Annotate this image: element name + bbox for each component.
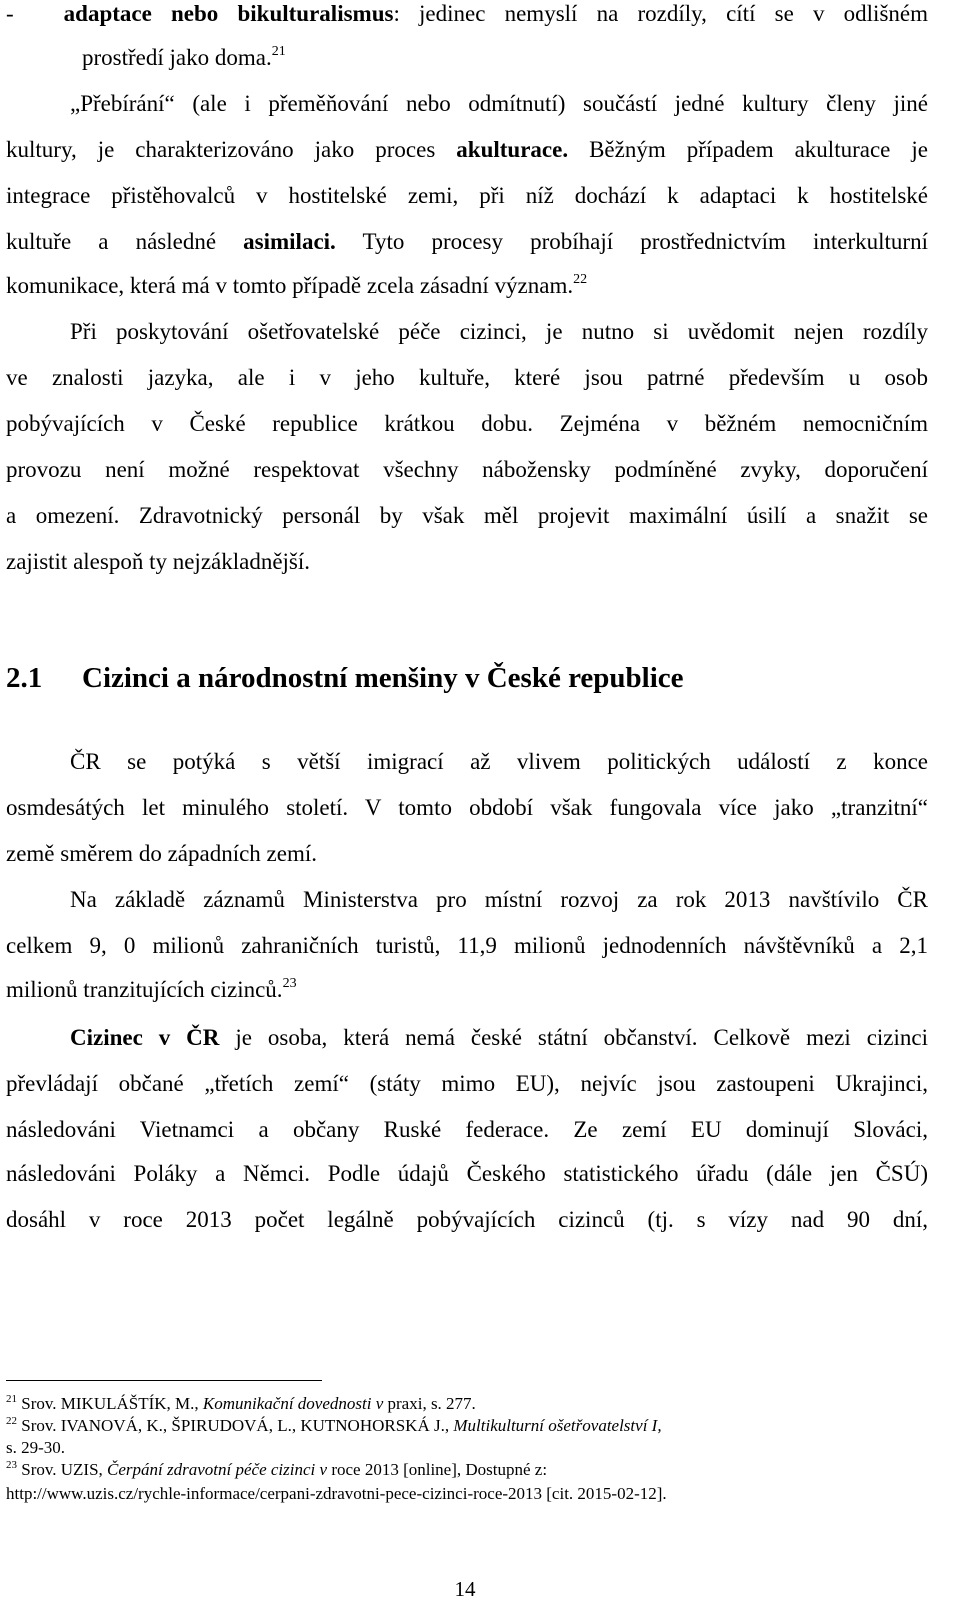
section-number: 2.1 [6,662,43,694]
footnote-ref-21: 21 [271,44,286,59]
page-number: 14 [454,1577,476,1601]
paragraph-line: následováni Poláky a Němci. Podle údajů Českého statistického úřadu (dále jen ČSÚ) [6,1161,928,1186]
paragraph-line: celkem 9, 0 milionů zahraničních turistů, 11,9 milionů jednodenních návštěvníků a 2,1 [6,933,928,958]
paragraph-line: milionů tranzitujících cizinců.$^{23}$ [6,976,297,1002]
paragraph-line: ČR se potýká s větší imigrací až vlivem politických událostí z konce [70,749,928,774]
paragraph-line: dosáhl v roce 2013 počet legálně pobývajících cizinců (tj. s vízy nad 90 dní, [6,1207,928,1232]
footnote-23: $^{23}$ Srov. UZIS, Čerpání zdravotní péče cizinci v roce 2013 [online], Dostupné z: [6,1459,548,1479]
paragraph-line: Na základě záznamů Ministerstva pro místní rozvoj za rok 2013 navštívilo ČR [70,887,928,912]
term-acculturation: akulturace. [456,137,569,162]
paragraph-line: „Přebírání“ (ale i přeměňování nebo odmítnutí) součástí jedné kultury členy jiné [70,91,928,116]
paragraph-line: Při poskytování ošetřovatelské péče cizinci, je nutno si uvědomit nejen rozdíly [70,319,928,344]
list-item-adaptation: - adaptace nebo bikulturalismus: jedinec nemyslí na rozdíly, cítí se v odlišném [6,1,928,26]
paragraph-line: kultuře a následné asimilaci. Tyto procesy probíhají prostřednictvím interkulturní [6,229,928,254]
paragraph-line: následováni Vietnamci a občany Ruské federace. Ze zemí EU dominují Slováci, [6,1117,928,1142]
paragraph-line: Cizinec v ČR je osoba, která nemá české státní občanství. Celkově mezi cizinci [70,1025,928,1050]
paragraph-line: integrace přistěhovalců v hostitelské zemi, při níž dochází k adaptaci k hostitelské [6,183,928,208]
footnote-23-url: http://www.uzis.cz/rychle-informace/cerpani-zdravotni-pece-cizinci-roce-2013 [cit. 2015-02-12]. [6,1484,667,1503]
footnote-22: $^{22}$ Srov. IVANOVÁ, K., ŠPIRUDOVÁ, L., KUTNOHORSKÁ J., Multikulturní ošetřovatelství I, [6,1415,662,1435]
paragraph-line: země směrem do západních zemí. [6,841,317,866]
list-dash: - [6,1,14,26]
section-heading [6,662,684,695]
footnote-ref-23: 23 [282,976,297,991]
term-adaptation: adaptace nebo bikulturalismus [63,1,394,26]
paragraph-line: kultury, je charakterizováno jako proces akulturace. Běžným případem akulturace je [6,137,928,162]
paragraph-line: a omezení. Zdravotnický personál by však měl projevit maximální úsilí a snažit se [6,503,928,528]
paragraph-line: pobývajících v České republice krátkou dobu. Zejména v běžném nemocničním [6,411,928,436]
paragraph-line: komunikace, která má v tomto případě zcela zásadní význam.$^{22}$ [6,272,588,298]
footnote-22-continuation: s. 29-30. [6,1438,66,1457]
paragraph-line: osmdesátých let minulého století. V tomto období však fungovala více jako „tranzitní“ [6,795,928,820]
text-line: prostředí jako doma.$^{21}$ [82,44,286,70]
footnote-separator [6,1380,322,1381]
footnote-ref-22: 22 [573,272,588,287]
paragraph-line: zajistit alespoň ty nejzákladnější. [6,549,311,574]
paragraph-line: převládají občané „třetích zemí“ (státy mimo EU), nejvíc jsou zastoupeni Ukrajinci, [6,1071,928,1096]
term-assimilation: asimilaci. [243,229,336,254]
footnote-21: $^{21}$ Srov. MIKULÁŠTÍK, M., Komunikační dovednosti v praxi, s. 277. [6,1393,476,1413]
section-title: Cizinci a národnostní menšiny v České republice [82,662,684,694]
paragraph-line: provozu není možné respektovat všechny nábožensky podmíněné zvyky, doporučení [6,457,928,482]
paragraph-line: ve znalosti jazyka, ale i v jeho kultuře, které jsou patrné především u osob [6,365,928,390]
term-foreigner: Cizinec v ČR [70,1025,220,1050]
